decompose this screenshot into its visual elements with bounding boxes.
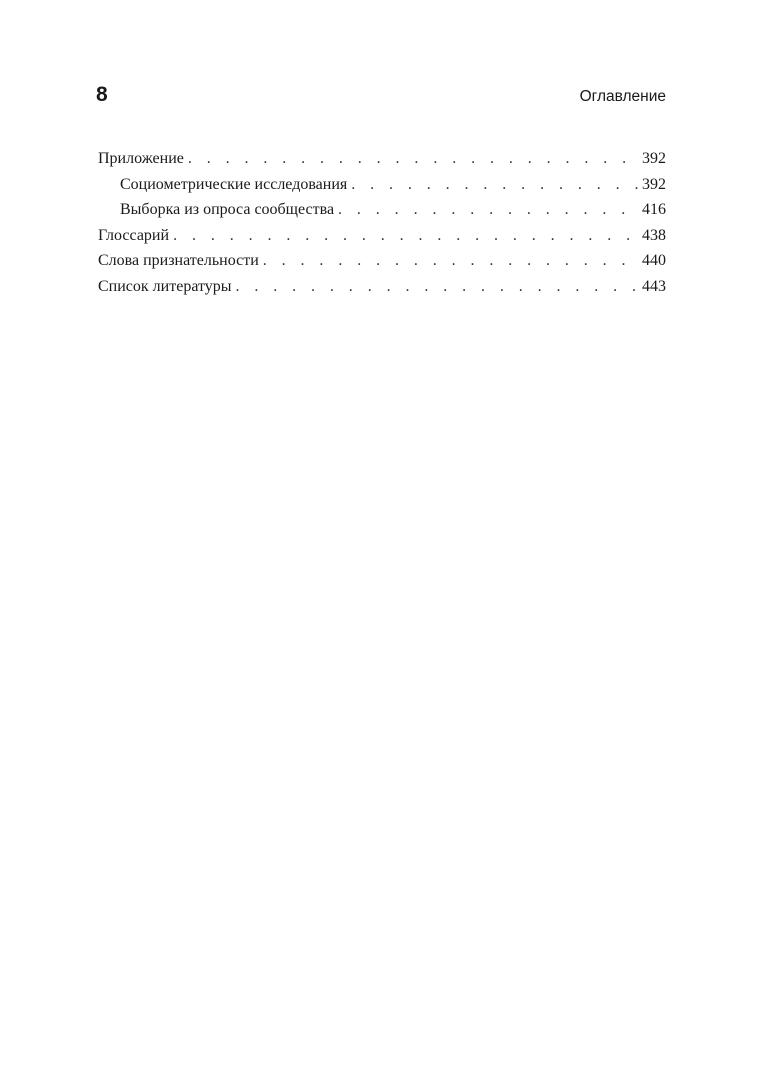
toc-entry-appendix[interactable] <box>98 146 666 172</box>
toc-entry-title: Социометрические исследования <box>120 175 348 193</box>
toc-entry-title: Приложение <box>98 150 184 167</box>
toc-dot-leader <box>338 197 641 223</box>
toc-entry-page: 443 <box>642 277 666 295</box>
toc-dot-leader <box>188 146 641 172</box>
toc-dot-leader <box>236 274 641 300</box>
toc-entry-title: Слова признательности <box>98 252 259 269</box>
toc-entry-page: 440 <box>642 252 666 269</box>
toc-entry-page: 416 <box>642 201 666 218</box>
toc-entry-title: Глоссарий <box>98 226 170 244</box>
toc-entry-sociometric-studies[interactable] <box>98 172 666 198</box>
page-number: 8 <box>96 83 108 106</box>
toc-entry-title: Список литературы <box>98 277 232 295</box>
toc-entry-glossary[interactable] <box>98 223 666 249</box>
toc-entry-community-survey-sample[interactable] <box>98 197 666 223</box>
table-of-contents <box>98 146 666 299</box>
running-head: Оглавление <box>579 88 666 105</box>
toc-entry-title: Выборка из опроса сообщества <box>120 201 335 218</box>
toc-dot-leader <box>173 223 641 249</box>
toc-entry-page: 438 <box>642 226 666 244</box>
toc-dot-leader <box>263 248 641 274</box>
toc-entry-page: 392 <box>642 175 666 193</box>
toc-entry-page: 392 <box>642 150 666 167</box>
toc-entry-references[interactable] <box>98 274 666 300</box>
toc-entry-acknowledgements[interactable] <box>98 248 666 274</box>
toc-dot-leader <box>351 172 641 198</box>
